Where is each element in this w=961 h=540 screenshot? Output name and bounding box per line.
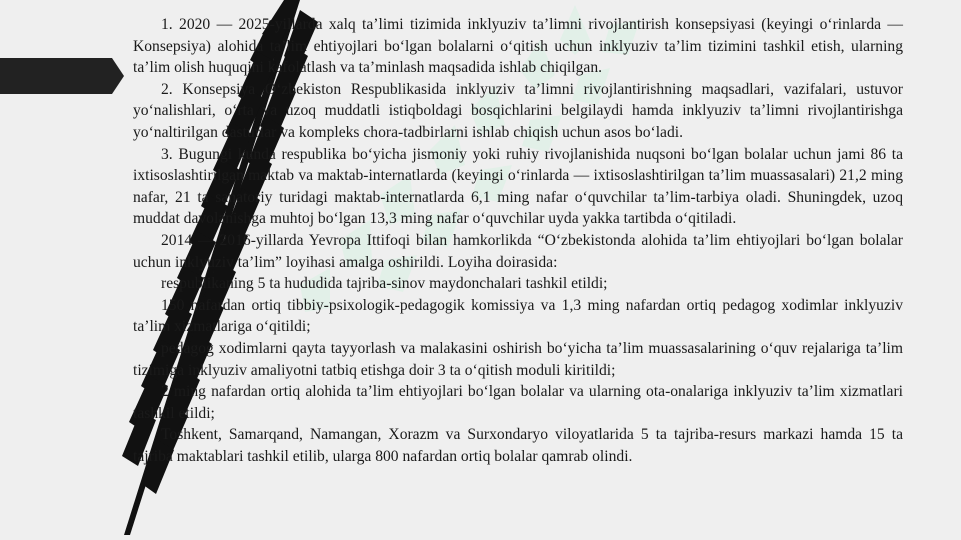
paragraph-3: 3. Bugungi kunda respublika bo‘yicha jismoniy yoki ruhiy rivojlanishida nuqsoni bo‘lgan bolalar uchun jami 86 ta ixtisoslashtirilgan maktab va maktab-internatlarda (keyingi o‘rinlarda — ixtisoslashtirilgan ta’lim muassasalari) 21,2 ming nafar, 21 ta sanatoriy turidagi maktab-internatlarda 6,1 ming nafar o‘quvchilar ta’lim-tarbiya oladi. Shuningdek, uzoq muddat davolanishga muhtoj bo‘lgan 13,3 ming nafar o‘quvchilar uyda yakka tartibda o‘qitiladi.	[133, 145, 903, 228]
paragraph-1: 1. 2020 — 2025-yillarda xalq ta’limi tizimida inklyuziv ta’limni rivojlantirish konsepsiyasi (keyingi o‘rinlarda — Konsepsiya) alohida ta’lim ehtiyojlari bo‘lgan bolalarni o‘qitish uchun inklyuziv ta’lim tizimini tashkil etish, ularning ta’lim olish huquqini kafolatlash va ta’minlash maqsadida ishlab chiqilgan.	[133, 16, 903, 77]
list-item-modules: pedagog xodimlarni qayta tayyorlash va malakasini oshirish bo‘yicha ta’lim muassasalarining o‘quv rejalariga ta’lim tizimiga inklyuziv amaliyotni tatbiq etishga doir 3 ta o‘qitish moduli kiritildi;	[133, 339, 903, 379]
left-banner-arrow	[0, 58, 124, 94]
document-body	[133, 14, 903, 467]
list-item-regions: respublikaning 5 ta hududida tajriba-sinov maydonchalari tashkil etildi;	[161, 275, 608, 293]
list-item-resource-centers: Toshkent, Samarqand, Namangan, Xorazm va Surxondaryo viloyatlarida 5 ta tajriba-resurs markazi hamda 15 ta tajriba maktablari tashkil etilib, ularga 800 nafardan ortiq bolalar qamrab olindi.	[133, 426, 903, 465]
paragraph-4: 2014 — 2016-yillarda Yevropa Ittifoqi bilan hamkorlikda “O‘zbekistonda alohida ta’lim ehtiyojlari bo‘lgan bolalar uchun inklyuziv ta’lim” loyihasi amalga oshirildi. Loyiha doirasida:	[133, 231, 903, 271]
list-item-services: 2 ming nafardan ortiq alohida ta’lim ehtiyojlari bo‘lgan bolalar va ularning ota-onalariga inklyuziv ta’lim xizmatlari tashkil etildi;	[133, 383, 903, 422]
paragraph-2: 2. Konsepsiya O‘zbekiston Respublikasida inklyuziv ta’limni rivojlantirishning maqsadlari, vazifalari, ustuvor yo‘nalishlari, o‘rta va uzoq muddatli istiqboldagi bosqichlarini belgilaydi hamda inklyuziv ta’limni rivojlantirishga yo‘naltirilgan dasturlar va kompleks chora-tadbirlarni ishlab chiqish uchun asos bo‘ladi.	[133, 80, 903, 141]
list-item-commissions: 150 nafardan ortiq tibbiy-psixologik-pedagogik komissiya va 1,3 ming nafardan ortiq pedagog xodimlar inklyuziv ta’lim xizmatlariga o‘qitildi;	[133, 296, 903, 336]
